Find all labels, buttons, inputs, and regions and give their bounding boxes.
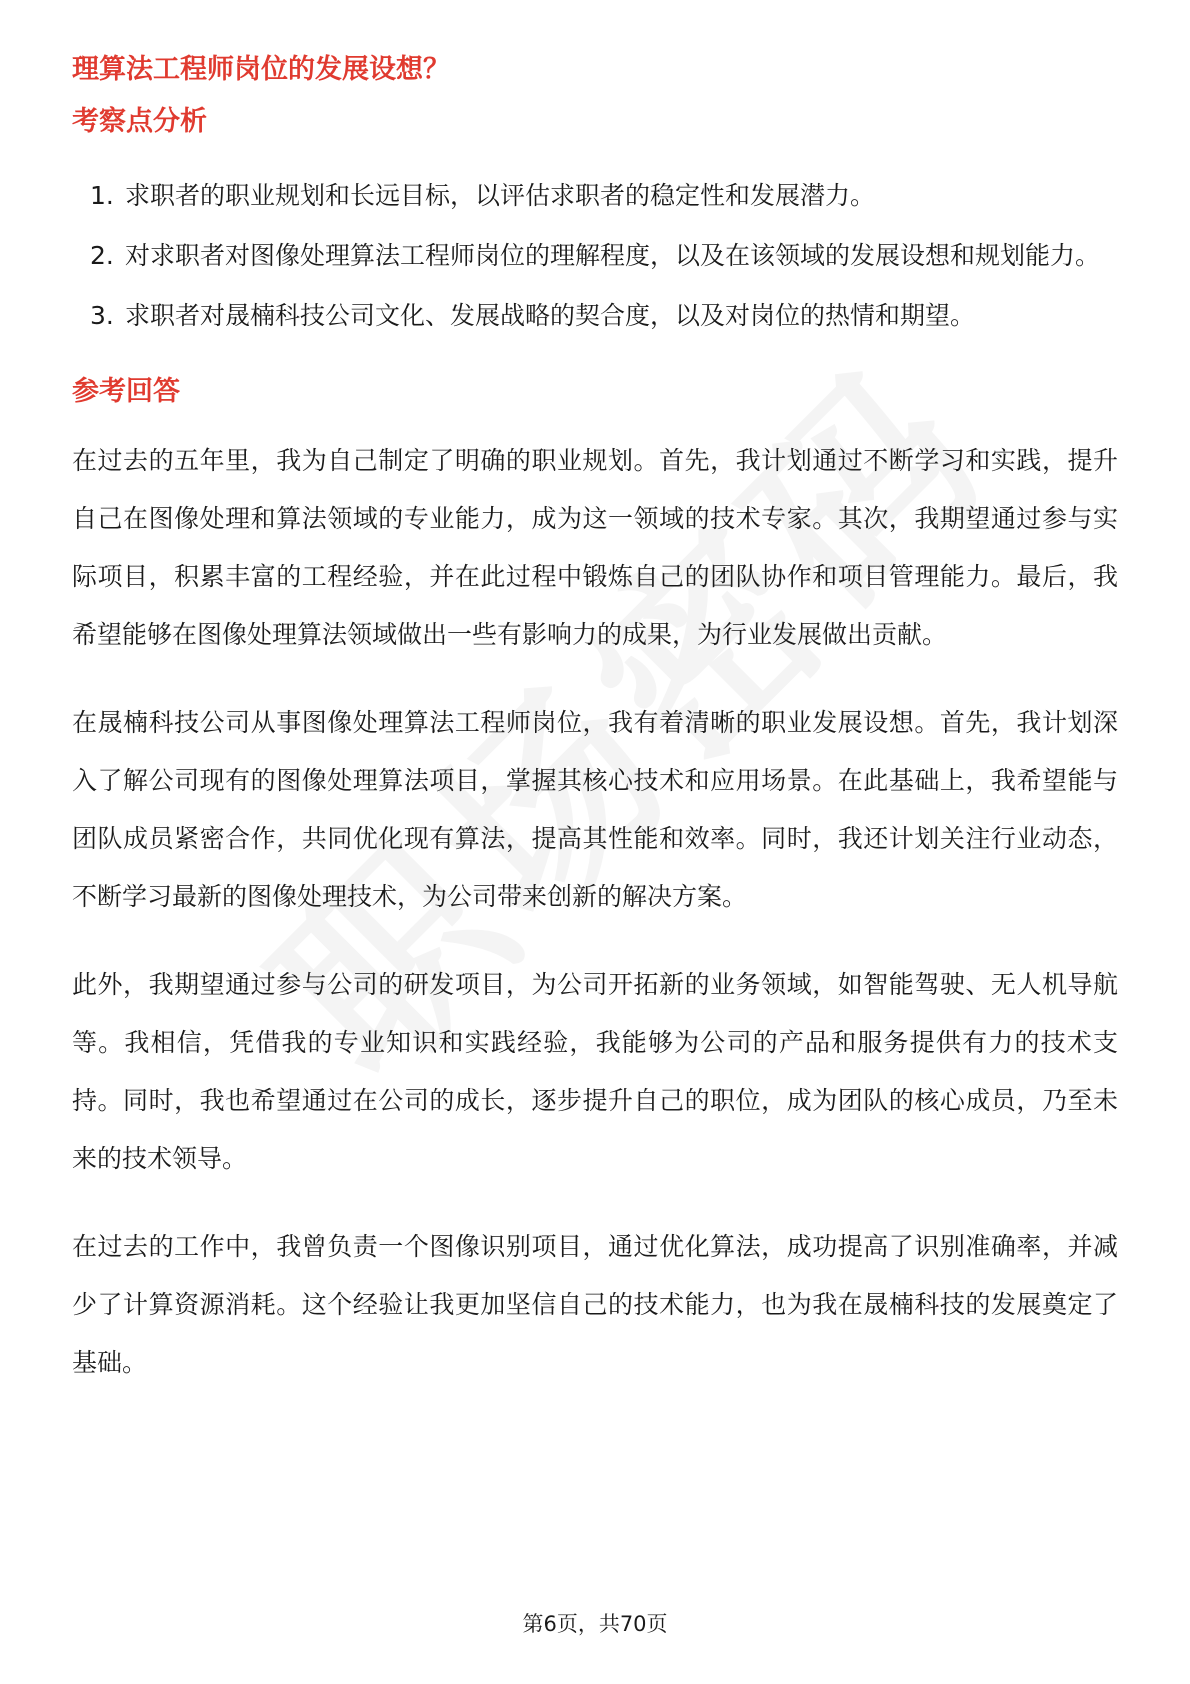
answer-paragraph: 在过去的五年里，我为自己制定了明确的职业规划。首先，我计划通过不断学习和实践，提升自己在图像处理和算法领域的专业能力，成为这一领域的技术专家。其次，我期望通过参与实际项目，积累丰富的工程经验，并在此过程中锻炼自己的团队协作和项目管理能力。最后，我希望能够在图像处理算法领域做出一些有影响力的成果，为行业发展做出贡献。 [72, 446, 1118, 649]
answer-heading: 参考回答 [72, 376, 180, 407]
analysis-heading: 考察点分析 [72, 106, 207, 137]
list-item [72, 226, 1118, 286]
question-title: 理算法工程师岗位的发展设想？ [72, 54, 450, 85]
list-item-text: 求职者对晟楠科技公司文化、发展战略的契合度，以及对岗位的热情和期望。 [125, 301, 976, 330]
list-item [72, 286, 1118, 346]
page-footer: 第6页，共70页 [522, 1612, 668, 1636]
answer-paragraph: 在过去的工作中，我曾负责一个图像识别项目，通过优化算法，成功提高了识别准确率，并减少了计算资源消耗。这个经验让我更加坚信自己的技术能力，也为我在晟楠科技的发展奠定了基础。 [72, 1232, 1118, 1377]
list-item-number: 2. [90, 241, 114, 270]
list-item-text: 对求职者对图像处理算法工程师岗位的理解程度，以及在该领域的发展设想和规划能力。 [125, 241, 1101, 270]
answer-paragraph: 此外，我期望通过参与公司的研发项目，为公司开拓新的业务领域，如智能驾驶、无人机导航等。我相信，凭借我的专业知识和实践经验，我能够为公司的产品和服务提供有力的技术支持。同时，我也希望通过在公司的成长，逐步提升自己的职位，成为团队的核心成员，乃至未来的技术领导。 [72, 970, 1118, 1173]
list-item-text: 求职者的职业规划和长远目标，以评估求职者的稳定性和发展潜力。 [125, 181, 876, 210]
answer-paragraph: 在晟楠科技公司从事图像处理算法工程师岗位，我有着清晰的职业发展设想。首先，我计划深入了解公司现有的图像处理算法项目，掌握其核心技术和应用场景。在此基础上，我希望能与团队成员紧密合作，共同优化现有算法，提高其性能和效率。同时，我还计划关注行业动态，不断学习最新的图像处理技术，为公司带来创新的解决方案。 [72, 708, 1118, 911]
list-item-number: 1. [90, 181, 114, 210]
analysis-list [72, 166, 1118, 346]
list-item-number: 3. [90, 301, 114, 330]
list-item [72, 166, 1118, 226]
page-content [72, 44, 1118, 1392]
